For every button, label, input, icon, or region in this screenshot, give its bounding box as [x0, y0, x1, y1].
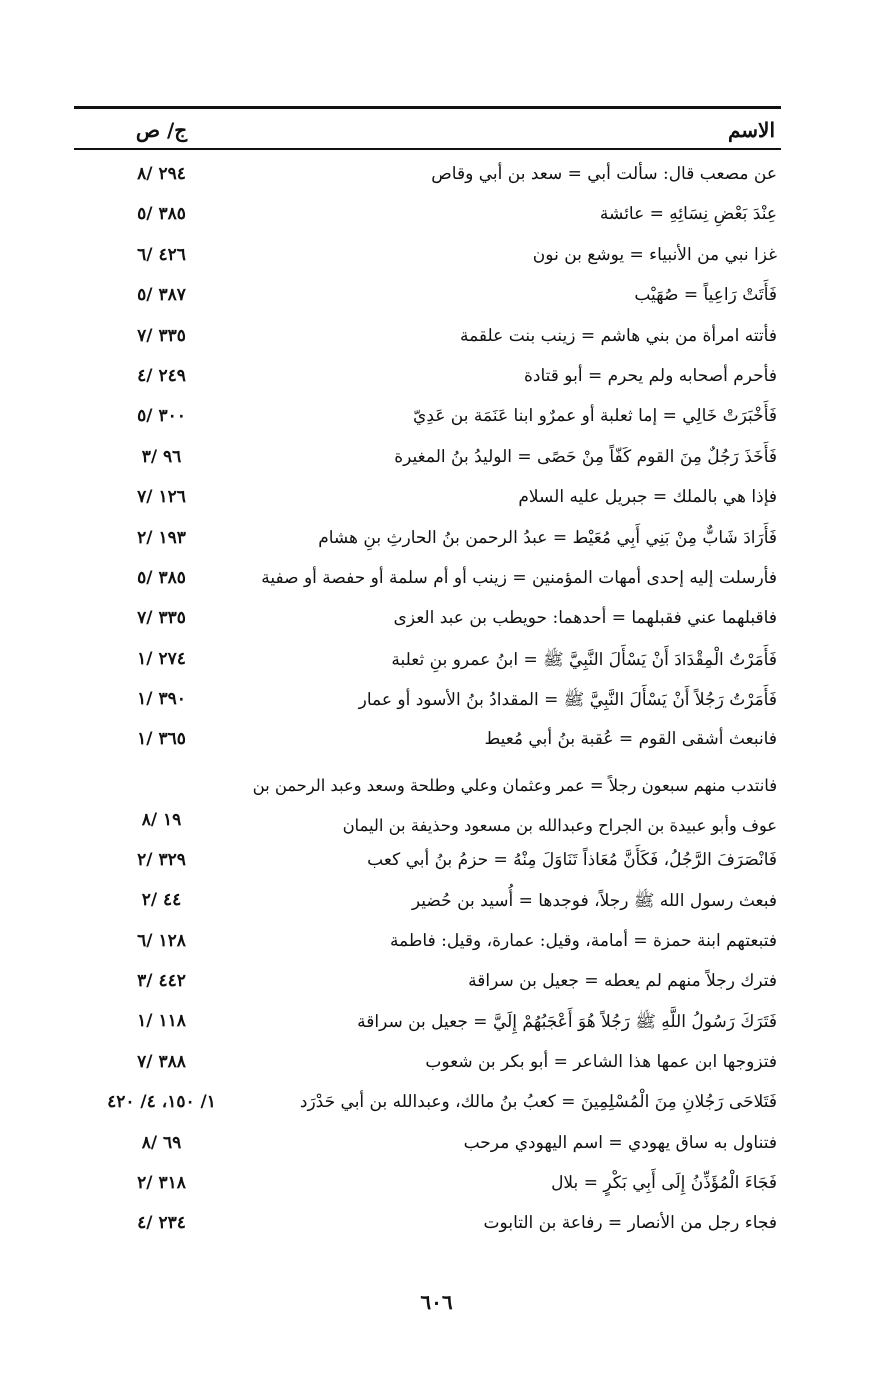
entry-name: فترك رجلاً منهم لم يعطه = جعيل بن سراقة	[468, 971, 777, 992]
entry-reference: ١٢٦ /٧	[137, 487, 186, 508]
table-row	[74, 362, 781, 402]
entry-reference: ٣٢٩ /٢	[137, 849, 186, 870]
entry-name: فَأَمَرْتُ الْمِقْدَادَ أَنْ يَسْأَلَ النَّبِيَّ ﷺ = ابنُ عمرو بنِ ثعلبة	[391, 649, 777, 670]
entry-name: فَأَتَتْ رَاعِياً = صُهَيْب	[634, 285, 777, 306]
entry-reference: ١/ ١٥٠، ٤/ ٤٢٠	[107, 1092, 216, 1113]
entry-reference: ٣٨٥ /٥	[137, 204, 186, 225]
table-row	[74, 1048, 781, 1088]
table-row	[74, 1129, 781, 1169]
entry-reference: ٣٣٥ /٧	[137, 325, 186, 346]
entry-name: فأحرم أصحابه ولم يحرم = أبو قتادة	[523, 365, 777, 386]
entry-reference: ٢٤٩ /٤	[137, 365, 186, 386]
table-row	[74, 1209, 781, 1249]
entry-reference: ٣٠٠ /٥	[137, 406, 186, 427]
entry-name: عن مصعب قال: سألت أبي = سعد بن أبي وقاص	[431, 164, 777, 184]
entry-name	[253, 766, 777, 846]
index-table	[74, 160, 781, 1250]
entry-name: فَانْصَرَفَ الرَّجُلُ، فَكَأَنَّ مُعَاذاً تَنَاوَلَ مِنْهُ = حزمُ بنُ أبي كعب	[367, 849, 777, 870]
table-row	[74, 886, 781, 926]
entry-name: فإذا هي بالملك = جبريل عليه السلام	[518, 487, 777, 508]
entry-reference: ٣٨٥ /٥	[137, 567, 186, 588]
header-name-label: الاسم	[727, 118, 775, 142]
table-row	[74, 200, 781, 240]
table-row	[74, 322, 781, 362]
table-row	[74, 483, 781, 523]
entry-reference: ٣٨٨ /٧	[137, 1051, 186, 1072]
entry-reference: ١٩٣ /٢	[137, 527, 186, 548]
entry-reference: ١٩ /٨	[141, 809, 182, 830]
entry-name-line-2: عوف وأبو عبيدة بن الجراح وعبدالله بن مسعود وحذيفة بن اليمان	[342, 815, 777, 835]
entry-reference: ١١٨ /١	[137, 1011, 186, 1032]
table-header	[74, 114, 781, 148]
table-row	[74, 685, 781, 725]
entry-name: فَجَاءَ الْمُؤَذِّنُ إِلَى أَبِي بَكْرٍ = بلال	[551, 1172, 777, 1193]
entry-reference: ٣٣٥ /٧	[137, 608, 186, 629]
entry-name: عِنْدَ بَعْضِ نِسَائِهِ = عائشة	[599, 204, 777, 225]
entry-name: فتزوجها ابن عمها هذا الشاعر = أبو بكر بن شعوب	[425, 1051, 777, 1072]
header-rule	[74, 148, 781, 150]
entry-reference: ٣٦٥ /١	[137, 729, 186, 750]
table-row	[74, 241, 781, 281]
table-row	[74, 1007, 781, 1047]
entry-reference: ٢٧٤ /١	[137, 648, 186, 669]
table-row	[74, 967, 781, 1007]
entry-reference: ٤٢٦ /٦	[137, 244, 186, 265]
header-ref-label: ج/ ص	[135, 118, 188, 142]
entry-name: فَتَلاحَى رَجُلانِ مِنَ الْمُسْلِمِينَ = كعبُ بنُ مالك، وعبدالله بن أبي حَدْرَد	[299, 1092, 777, 1113]
entry-name: فَأَخْبَرَتْ خَالِي = إما ثعلبة أو عمرٌو ابنا عَنَمَة بن عَدِيّ	[413, 406, 777, 427]
entry-name: فَتَرَكَ رَسُولُ اللَّهِ ﷺ رَجُلاً هُوَ أَعْجَبُهُمْ إِلَيَّ = جعيل بن سراقة	[357, 1012, 777, 1033]
table-row	[74, 160, 781, 200]
entry-name: فبعث رسول الله ﷺ رجلاً، فوجدها = أُسيد بن حُضير	[411, 891, 777, 912]
table-row	[74, 846, 781, 886]
table-row	[74, 443, 781, 483]
entry-reference: ٤٤ /٢	[141, 890, 182, 911]
entry-name: فأرسلت إليه إحدى أمهات المؤمنين = زينب أو أم سلمة أو حفصة أو صفية	[261, 567, 777, 588]
table-row	[74, 645, 781, 685]
entry-name: فَأَمَرْتُ رَجُلاً أَنْ يَسْأَلَ النَّبِيَّ ﷺ = المقدادُ بنُ الأسود أو عمار	[358, 690, 777, 711]
top-rule	[74, 106, 781, 109]
entry-name: فتبعتهم ابنة حمزة = أمامة، وقيل: عمارة، وقيل: فاطمة	[389, 930, 777, 951]
entry-reference: ١٢٨ /٦	[137, 930, 186, 951]
table-row	[74, 281, 781, 321]
entry-name: فَأَرَادَ شَابٌّ مِنْ بَنِي أَبِي مُعَيْط = عبدُ الرحمن بنُ الحارثِ بنِ هشام	[318, 527, 777, 548]
entry-reference: ٣٨٧ /٥	[137, 285, 186, 306]
entry-reference: ٢٣٤ /٤	[137, 1213, 186, 1234]
entry-reference: ٦٩ /٨	[141, 1132, 182, 1153]
entry-name: فانبعث أشقى القوم = عُقبة بنُ أبي مُعيط	[484, 729, 777, 750]
entry-reference: ٣٩٠ /١	[137, 689, 186, 710]
entry-name: فاقبلهما عني فقبلهما = أحدهما: حويطب بن عبد العزى	[393, 608, 777, 629]
entry-reference: ٣١٨ /٢	[137, 1172, 186, 1193]
entry-reference: ٩٦ /٣	[141, 446, 182, 467]
page-number: ٦٠٦	[420, 1290, 453, 1314]
table-row	[74, 1088, 781, 1128]
table-row	[74, 564, 781, 604]
table-row	[74, 1169, 781, 1209]
entry-name: فأتته امرأة من بني هاشم = زينب بنت علقمة	[459, 325, 777, 346]
table-row	[74, 524, 781, 564]
table-row	[74, 766, 781, 846]
entry-name: فَأَخَذَ رَجُلٌ مِنَ القوم كَفّاً مِنْ حَصًى = الوليدُ بنُ المغيرة	[394, 446, 777, 467]
table-row	[74, 927, 781, 967]
table-row	[74, 725, 781, 765]
entry-name: فتناول به ساق يهودي = اسم اليهودي مرحب	[463, 1132, 777, 1153]
entry-name-line-1: فانتدب منهم سبعون رجلاً = عمر وعثمان وعلي وطلحة وسعد وعبد الرحمن بن	[252, 775, 777, 795]
entry-reference: ٢٩٤ /٨	[137, 164, 186, 184]
entry-name: غزا نبي من الأنبياء = يوشع بن نون	[532, 244, 777, 265]
entry-name: فجاء رجل من الأنصار = رفاعة بن التابوت	[483, 1213, 777, 1234]
table-row	[74, 604, 781, 644]
entry-reference: ٤٤٢ /٣	[137, 971, 186, 992]
table-row	[74, 402, 781, 442]
